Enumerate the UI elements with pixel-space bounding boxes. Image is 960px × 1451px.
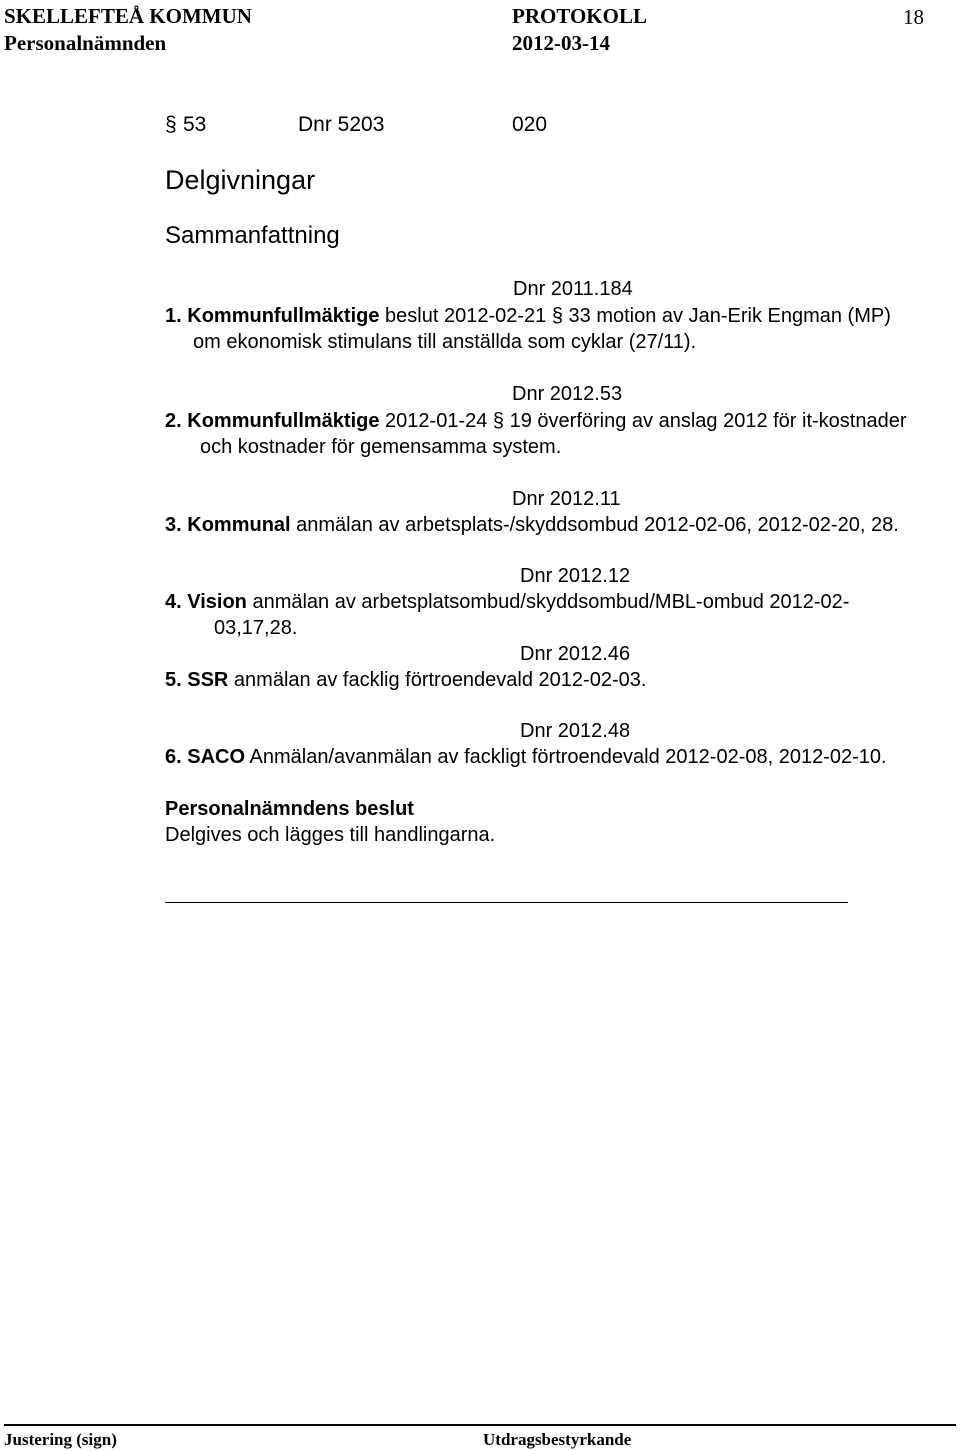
item-1-subject: Kommunfullmäktige: [187, 305, 380, 327]
item-5-dnr: Dnr 2012.46: [520, 643, 631, 665]
item-2-line2: och kostnader för gemensamma system.: [200, 436, 562, 458]
item-4-line2: 03,17,28.: [214, 617, 298, 639]
item-2-line1: [165, 410, 907, 433]
item-2-subject: Kommunfullmäktige: [187, 410, 380, 432]
page-title: Delgivningar: [165, 165, 316, 195]
footer-justering: Justering (sign): [4, 1430, 117, 1449]
item-2-text-b: 19 överföring av anslag 2012 för it-kostnader: [504, 410, 907, 432]
item-6-dnr: Dnr 2012.48: [520, 720, 631, 742]
item-3-line1: [165, 514, 899, 537]
item-5-subject: SSR: [187, 669, 229, 691]
decision-text: Delgives och lägges till handlingarna.: [165, 824, 496, 846]
end-rule: [165, 902, 848, 903]
item-4-dnr: Dnr 2012.12: [520, 565, 631, 587]
item-1-text-a: beslut 2012-02-21: [379, 305, 552, 327]
page-number: 18: [903, 5, 924, 29]
item-4-text: anmälan av arbetsplatsombud/skyddsombud/MBL-ombud 2012-02-: [246, 591, 850, 613]
item-3-text: anmälan av arbetsplats-/skyddsombud 2012-02-06, 2012-02-20, 28.: [290, 514, 899, 536]
item-5-text: anmälan av facklig förtroendevald 2012-02-03.: [228, 669, 647, 691]
item-3-dnr: Dnr 2012.11: [512, 488, 621, 510]
footer-utdragsbestyrkande: Utdragsbestyrkande: [483, 1430, 632, 1449]
item-4-subject: Vision: [187, 591, 247, 613]
item-5-line1: [165, 669, 646, 692]
item-2-dnr: Dnr 2012.53: [512, 383, 623, 405]
item-3-number: 3.: [165, 514, 182, 536]
committee-name: Personalnämnden: [4, 31, 167, 55]
item-2-number: 2.: [165, 410, 182, 432]
item-6-text: Anmälan/avanmälan av fackligt förtroendevald 2012-02-08, 2012-02-10.: [245, 746, 887, 768]
item-1-number: 1.: [165, 305, 182, 327]
paragraph-section-sign: §: [165, 113, 177, 136]
item-6-subject: SACO: [187, 746, 246, 768]
footer-rule: [4, 1424, 956, 1426]
item-1-dnr: Dnr 2011.184: [513, 278, 633, 300]
item-4-line1: [165, 591, 849, 614]
meeting-date: 2012-03-14: [512, 31, 610, 55]
paragraph-dnr: Dnr 5203: [298, 113, 385, 136]
item-1-line2: om ekonomisk stimulans till anställda som cyklar (27/11).: [193, 331, 697, 353]
item-3-subject: Kommunal: [187, 514, 291, 536]
item-4-number: 4.: [165, 591, 182, 613]
item-6-line1: [165, 746, 887, 769]
paragraph-number: 53: [183, 113, 207, 136]
item-1-section-sign: §: [551, 305, 563, 327]
item-1-line1: [165, 305, 891, 328]
summary-heading: Sammanfattning: [165, 222, 340, 249]
item-2-text-a: 2012-01-24: [379, 410, 493, 432]
item-2-section-sign: §: [492, 410, 505, 432]
org-name: SKELLEFTEÅ KOMMUN: [4, 4, 252, 28]
decision-heading: Personalnämndens beslut: [165, 798, 414, 820]
item-6-number: 6.: [165, 746, 182, 768]
paragraph-code: 020: [512, 113, 548, 136]
item-5-number: 5.: [165, 669, 182, 691]
doc-type: PROTOKOLL: [512, 4, 647, 28]
item-1-text-b: 33 motion av Jan-Erik Engman (MP): [562, 305, 891, 327]
